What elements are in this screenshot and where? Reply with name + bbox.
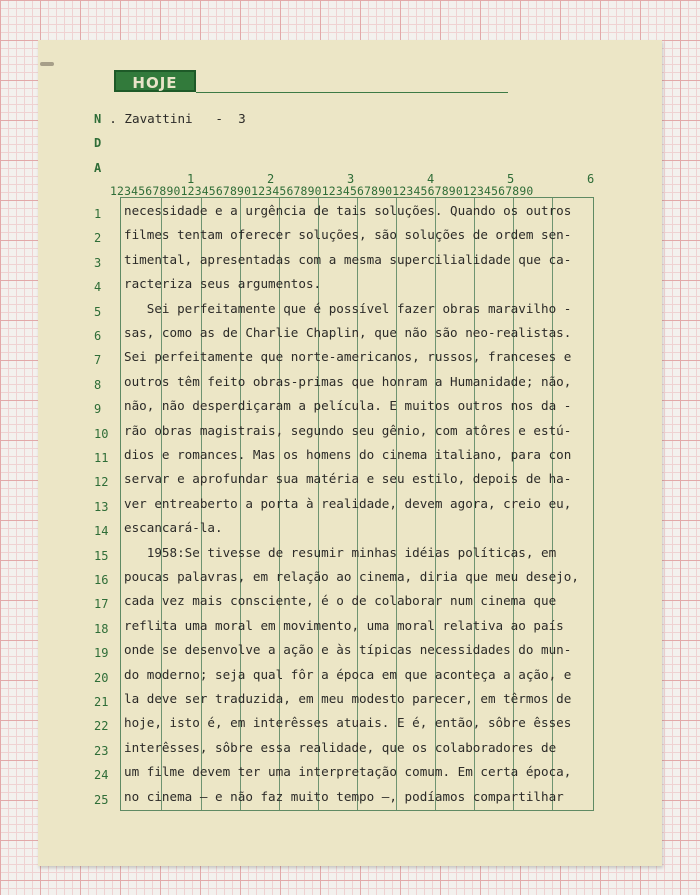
line-number: 6 <box>94 329 102 343</box>
ref-letter-d: D <box>94 136 102 150</box>
line-number: 13 <box>94 499 109 514</box>
line-number: 15 <box>94 548 109 563</box>
text-line: 1958:Se tivesse de resumir minhas idéias políticas, em <box>124 544 557 560</box>
text-line: sas, como as de Charlie Chaplin, que não são neo-realistas. <box>124 325 572 340</box>
header-rule <box>196 92 508 93</box>
line-number: 3 <box>94 255 102 270</box>
text-line: racteriza seus argumentos. <box>124 276 322 292</box>
line-number: 4 <box>94 280 102 295</box>
line-number: 16 <box>94 573 109 587</box>
text-line: la deve ser traduzida, em meu modesto parecer, em têrmos de <box>124 691 572 706</box>
line-number: 2 <box>94 231 102 246</box>
line-number: 23 <box>94 743 109 758</box>
text-line: reflita uma moral em movimento, uma moral relativa ao país <box>124 617 564 633</box>
text-line: cada vez mais consciente, é o de colaborar num cinema que <box>124 593 557 609</box>
ink-mark <box>40 62 54 66</box>
line-number: 14 <box>94 524 109 539</box>
text-line: um filme devem ter uma interpretação comum. Em certa época, <box>124 764 572 780</box>
text-line: ver entreaberto a porta à realidade, devem agora, creio eu, <box>124 495 572 511</box>
line-number: 18 <box>94 621 109 636</box>
line-number: 1 <box>94 207 102 221</box>
text-line: no cinema — e não faz muito tempo —, podíamos compartilhar <box>124 788 564 804</box>
line-number: 17 <box>94 597 109 612</box>
text-line: timental, apresentadas com a mesma supercilialidade que ca- <box>124 251 572 267</box>
line-number: 19 <box>94 646 109 661</box>
text-line: dios e romances. Mas os homens do cinema italiano, para con <box>124 447 572 462</box>
text-line: poucas palavras, em relação ao cinema, diria que meu desejo, <box>124 569 579 584</box>
ruler-units: 123456789012345678901234567890123456789012345678901234567890 <box>110 184 534 198</box>
ruler-ten-3: 3 <box>347 172 355 186</box>
ref-letter-a: A <box>94 161 102 175</box>
ruler-ten-4: 4 <box>427 172 435 186</box>
line-number: 5 <box>94 304 102 319</box>
typewritten-sheet <box>38 40 662 866</box>
line-number: 12 <box>94 475 109 490</box>
line-number: 25 <box>94 792 109 807</box>
ref-label: N <box>94 112 102 126</box>
text-line: interêsses, sôbre essa realidade, que os colaboradores de <box>124 739 557 755</box>
text-line: hoje, isto é, em interêsses atuais. E é, então, sôbre êsses <box>124 715 572 731</box>
line-number: 9 <box>94 402 102 417</box>
line-number: 22 <box>94 719 109 734</box>
text-line: onde se desenvolve a ação e às típicas necessidades do mun- <box>124 642 572 658</box>
text-line: rão obras magistrais, segundo seu gênio, com atôres e estú- <box>124 422 572 438</box>
text-line: necessidade e a urgência de tais soluções. Quando os outros <box>124 203 572 218</box>
logo-text: HOJE <box>132 74 178 92</box>
ruler-ten-2: 2 <box>267 172 275 186</box>
line-number: 8 <box>94 377 102 392</box>
text-line: não, não desperdiçaram a película. E muitos outros nos da - <box>124 398 572 414</box>
text-line: outros têm feito obras-primas que honram a Humanidade; não, <box>124 373 572 389</box>
line-number: 10 <box>94 426 109 441</box>
ruler-ten-6: 6 <box>587 172 595 186</box>
text-line: filmes tentam oferecer soluções, são soluções de ordem sen- <box>124 227 572 243</box>
text-line: Sei perfeitamente que é possível fazer obras maravilho - <box>124 300 572 316</box>
hoje-logo <box>114 70 196 92</box>
text-line: Sei perfeitamente que norte-americanos, russos, franceses e <box>124 349 572 365</box>
line-number: 24 <box>94 768 109 783</box>
reference-line <box>94 111 246 126</box>
line-number: 21 <box>94 695 109 709</box>
ref-text: . Zavattini - 3 <box>109 111 246 126</box>
text-line: escancará-la. <box>124 520 223 536</box>
line-number: 20 <box>94 670 109 685</box>
line-number: 7 <box>94 353 102 368</box>
text-line: servar e aprofundar sua matéria e seu estilo, depois de ha- <box>124 471 572 487</box>
ruler-ten-1: 1 <box>187 172 195 186</box>
ruler-ten-5: 5 <box>507 172 515 186</box>
text-line: do moderno; seja qual fôr a época em que aconteça a ação, e <box>124 666 572 682</box>
line-number: 11 <box>94 451 109 465</box>
